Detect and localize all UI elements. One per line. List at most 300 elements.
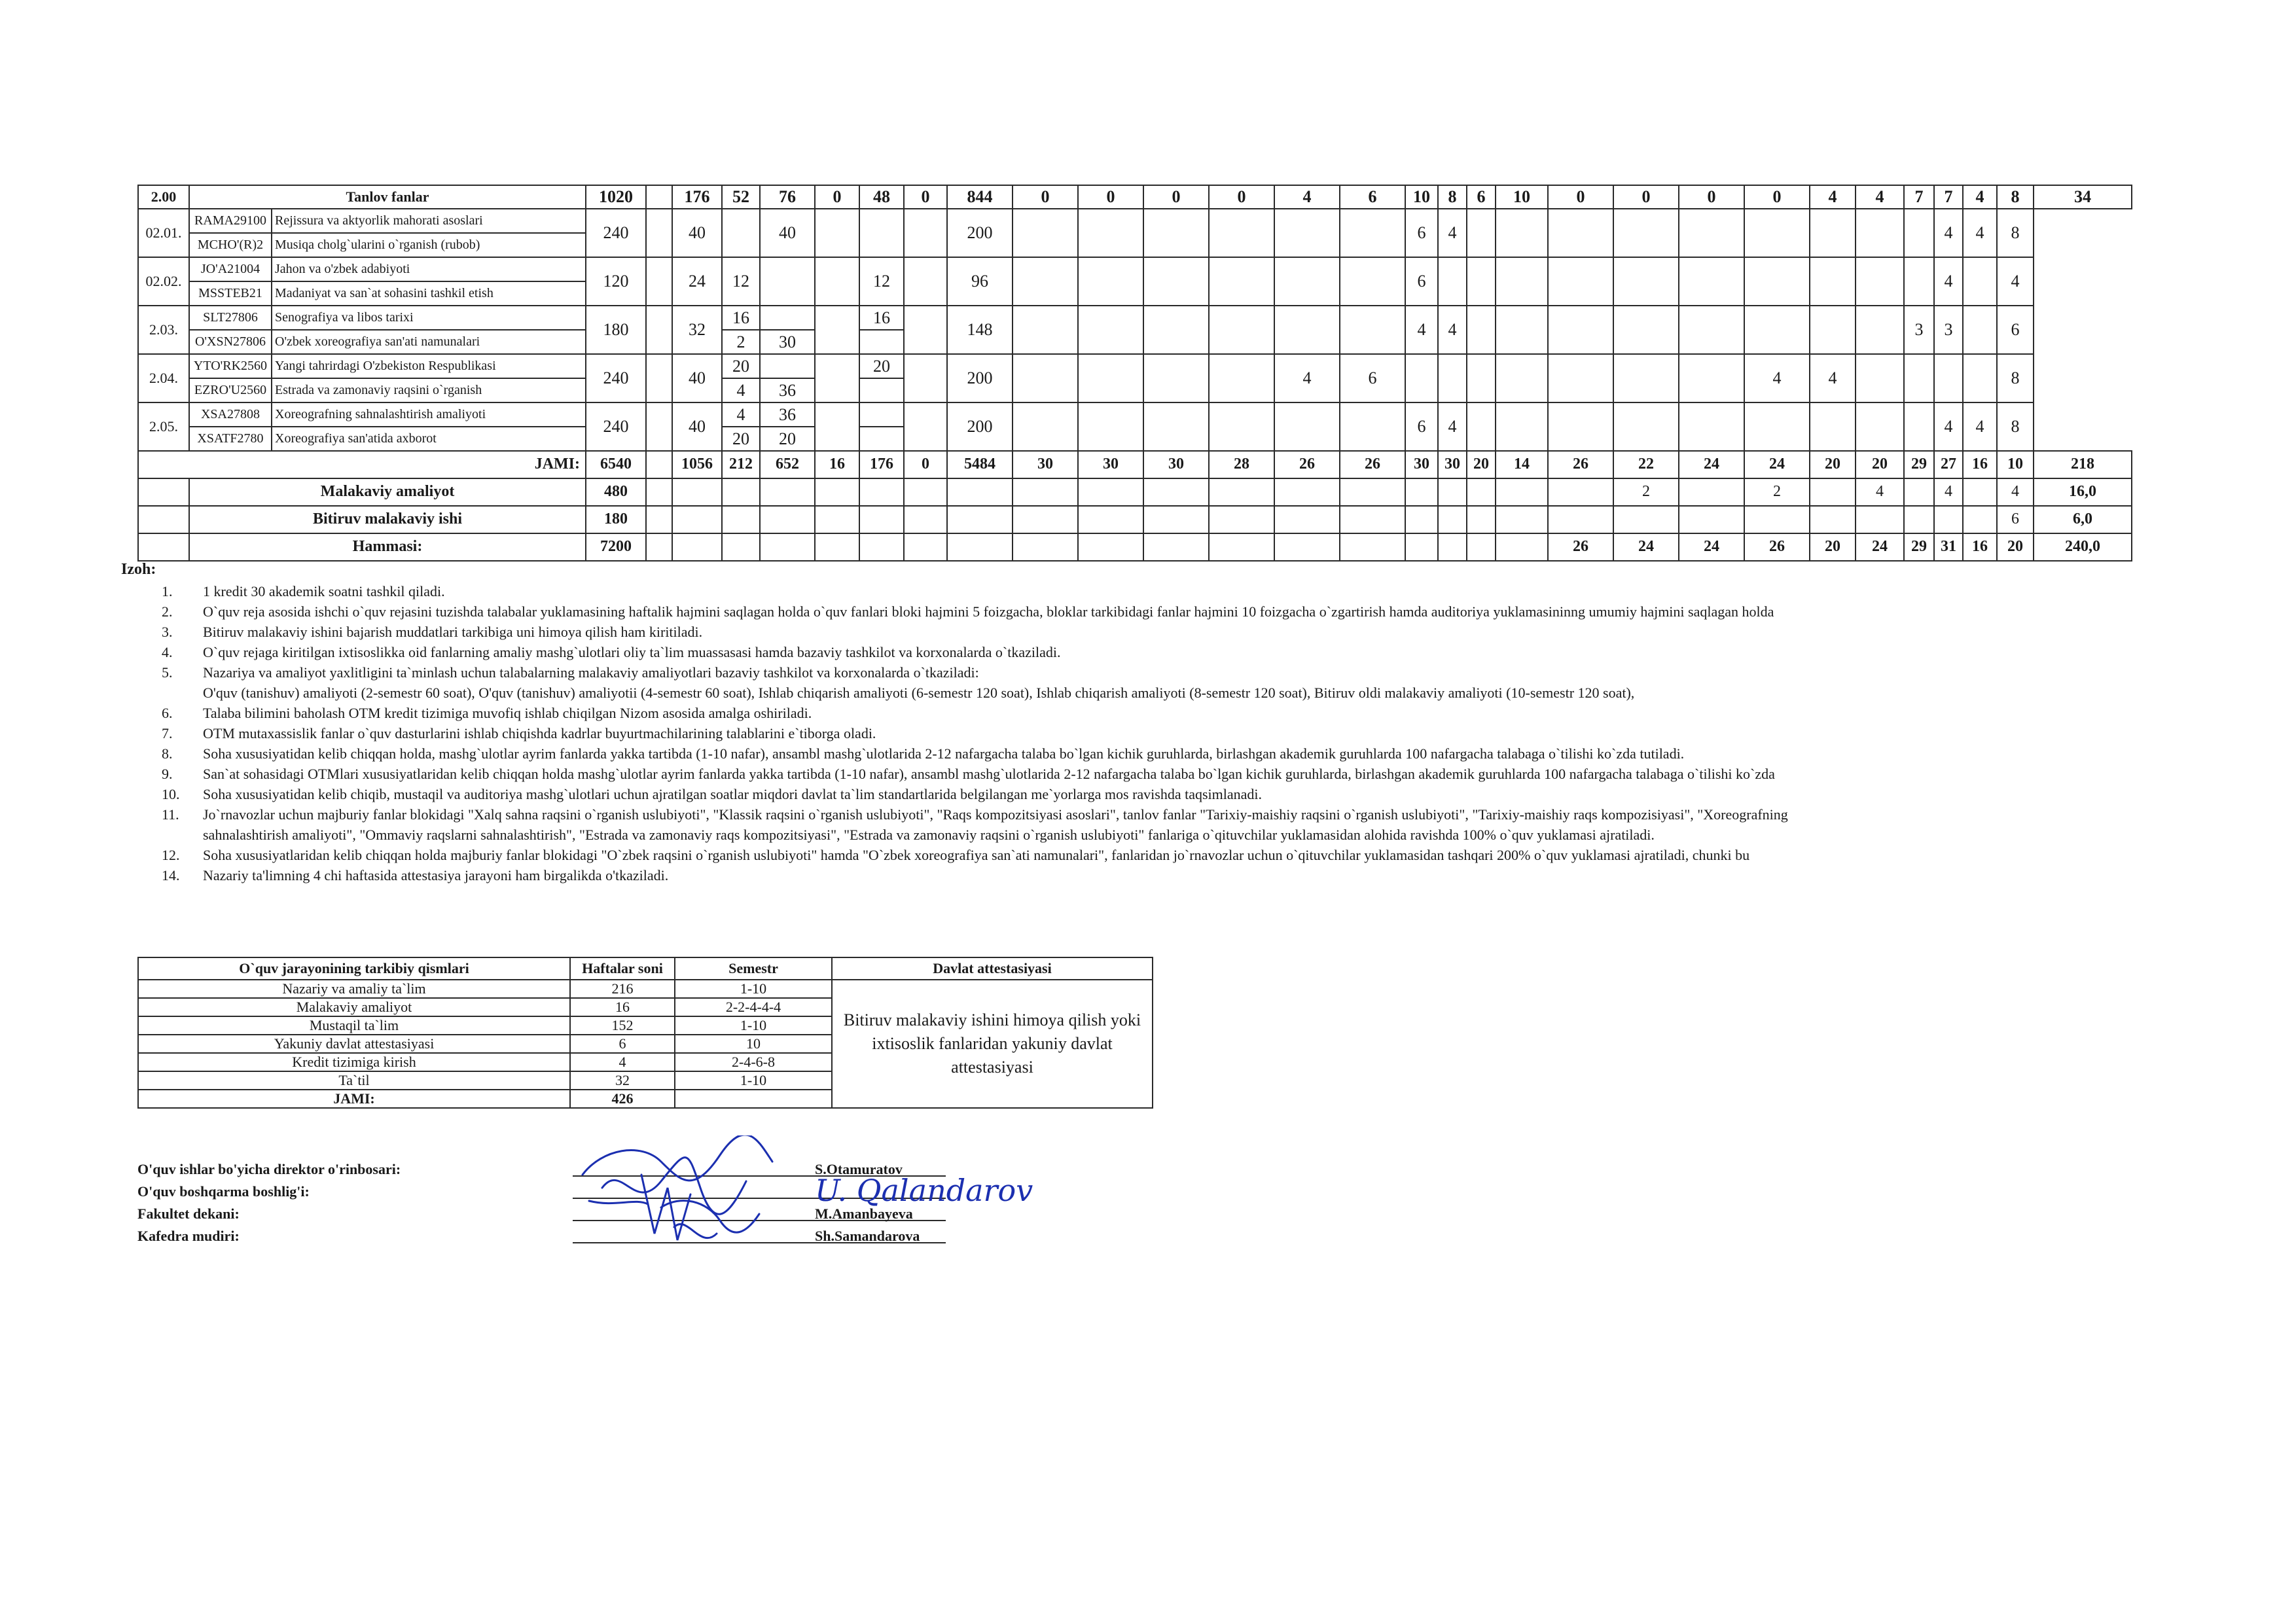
table-cell	[859, 533, 904, 561]
table-cell	[1467, 257, 1496, 306]
table-cell: Hammasi:	[189, 533, 586, 561]
table-cell	[815, 306, 859, 354]
table-cell	[1078, 209, 1143, 257]
note-item	[121, 581, 2137, 601]
table-cell: 0	[1613, 185, 1679, 209]
table-cell: 3	[1904, 306, 1934, 354]
table-cell	[1548, 354, 1613, 402]
table-cell: 76	[760, 185, 815, 209]
table-cell	[1143, 506, 1209, 533]
table-cell	[1340, 306, 1405, 354]
table-cell	[1467, 478, 1496, 506]
table-cell	[1274, 306, 1340, 354]
table-cell	[815, 533, 859, 561]
table-cell	[646, 306, 672, 354]
table-cell: SLT27806	[189, 306, 272, 330]
table-cell	[1904, 506, 1934, 533]
table-cell: 48	[859, 185, 904, 209]
table-cell	[1613, 354, 1679, 402]
note-text: San`at sohasidagi OTMlari xususiyatlaridan kelib chiqqan holda mashg`ulotlar ayrim fanlarda yakka tartibda (1-10 nafar), ansambl mashg`ulotlarida 2-12 nafargacha talaba bo`lgan kichik guruhlarda, birlashgan akademik guruhlarda 100 nafargacha talabaga o`tilishi ko`zda	[203, 766, 1775, 782]
table-cell	[1856, 506, 1904, 533]
table-row	[138, 257, 2132, 281]
table-cell: 20	[1997, 533, 2034, 561]
table-cell	[1810, 257, 1856, 306]
table-cell: 22	[1613, 451, 1679, 478]
table-cell	[904, 257, 947, 306]
table-cell: 20	[1856, 451, 1904, 478]
table-cell: 26	[1340, 451, 1405, 478]
table-cell	[1810, 209, 1856, 257]
table-cell: 4	[1934, 402, 1963, 451]
summary-cell: Mustaqil ta`lim	[138, 1016, 570, 1035]
table-cell	[1209, 306, 1274, 354]
table-cell: 4	[1963, 209, 1997, 257]
table-cell: 30	[1405, 451, 1438, 478]
table-cell: 12	[722, 257, 760, 306]
table-cell: 8	[1997, 402, 2034, 451]
table-cell: 20	[760, 427, 815, 451]
table-cell: EZRO'U2560	[189, 378, 272, 402]
table-cell: 14	[1496, 451, 1548, 478]
table-cell: 30	[1438, 451, 1467, 478]
table-cell: 4	[1274, 354, 1340, 402]
table-cell	[138, 506, 189, 533]
table-cell	[1340, 257, 1405, 306]
table-cell: 8	[1438, 185, 1467, 209]
table-cell: Madaniyat va san`at sohasini tashkil etish	[272, 281, 586, 306]
table-cell	[1904, 257, 1934, 306]
table-cell: 36	[760, 402, 815, 427]
table-cell	[1274, 478, 1340, 506]
summary-cell: 1-10	[675, 1016, 832, 1035]
table-cell	[138, 478, 189, 506]
total-row	[138, 451, 2132, 478]
table-cell: 212	[722, 451, 760, 478]
note-item	[121, 601, 2137, 622]
note-item	[121, 764, 2137, 784]
table-cell: 0	[1744, 185, 1810, 209]
table-cell: 52	[722, 185, 760, 209]
table-cell	[1856, 257, 1904, 306]
table-cell	[1679, 506, 1744, 533]
table-cell: 7200	[586, 533, 646, 561]
table-cell: 4	[1438, 209, 1467, 257]
table-cell: 6540	[586, 451, 646, 478]
table-cell	[1613, 209, 1679, 257]
table-cell	[1209, 402, 1274, 451]
table-cell: 4	[1438, 402, 1467, 451]
table-cell: 16	[859, 306, 904, 330]
table-cell	[722, 506, 760, 533]
summary-cell: Nazariy va amaliy ta`lim	[138, 980, 570, 998]
table-cell	[1467, 306, 1496, 354]
table-cell: 28	[1209, 451, 1274, 478]
table-cell: 6,0	[2034, 506, 2132, 533]
table-cell: 26	[1274, 451, 1340, 478]
table-cell	[646, 451, 672, 478]
table-cell	[859, 427, 904, 451]
table-cell	[1078, 402, 1143, 451]
table-cell: 40	[672, 354, 722, 402]
table-cell	[1810, 402, 1856, 451]
summary-header: O`quv jarayonining tarkibiy qismlari	[138, 957, 570, 980]
table-cell: 30	[1078, 451, 1143, 478]
table-cell	[1078, 478, 1143, 506]
summary-header: Haftalar soni	[570, 957, 675, 980]
table-cell: 26	[1744, 533, 1810, 561]
note-number: 10.	[162, 786, 180, 802]
table-cell	[1143, 257, 1209, 306]
table-cell: 10	[1997, 451, 2034, 478]
table-cell	[1679, 478, 1744, 506]
table-cell: YTO'RK2560	[189, 354, 272, 378]
table-cell: 652	[760, 451, 815, 478]
table-cell: 2	[722, 330, 760, 354]
table-cell: 176	[859, 451, 904, 478]
table-cell	[1013, 533, 1078, 561]
table-cell: 0	[1013, 185, 1078, 209]
table-cell	[1438, 506, 1467, 533]
summary-cell: 216	[570, 980, 675, 998]
table-cell	[1904, 209, 1934, 257]
table-cell	[947, 533, 1013, 561]
table-cell: 7	[1934, 185, 1963, 209]
table-cell: 16,0	[2034, 478, 2132, 506]
table-cell	[1274, 209, 1340, 257]
summary-table	[137, 957, 1153, 1109]
note-text: Soha xususiyatidan kelib chiqib, mustaqil va auditoriya mashg`ulotlari uchun ajratilgan soatlar miqdori davlat ta`lim standartlarida belgilangan me`yorlarga mos ravishda taqsimlanadi.	[203, 786, 1263, 802]
table-cell	[1405, 506, 1438, 533]
table-cell	[1013, 506, 1078, 533]
summary-header-row	[138, 957, 1153, 980]
table-cell: 31	[1934, 533, 1963, 561]
table-cell	[1438, 354, 1467, 402]
table-cell: 844	[947, 185, 1013, 209]
table-cell	[904, 209, 947, 257]
table-cell: 24	[1856, 533, 1904, 561]
table-cell: 32	[672, 306, 722, 354]
table-cell: 4	[722, 378, 760, 402]
table-cell: 26	[1548, 451, 1613, 478]
table-cell: 7	[1904, 185, 1934, 209]
table-cell: O'zbek xoreografiya san'ati namunalari	[272, 330, 586, 354]
table-cell: 36	[760, 378, 815, 402]
table-cell: 480	[586, 478, 646, 506]
table-cell	[947, 506, 1013, 533]
table-cell	[1340, 533, 1405, 561]
table-cell	[722, 533, 760, 561]
table-cell: 120	[586, 257, 646, 306]
table-cell	[1274, 533, 1340, 561]
summary-cell: Malakaviy amaliyot	[138, 998, 570, 1016]
note-text: Soha xususiyatidan kelib chiqqan holda, mashg`ulotlar ayrim fanlarda yakka tartibda (1-10 nafar), ansambl mashg`ulotlarida 2-12 nafargacha talaba bo`lgan kichik guruhlarda, birlashgan akademik guruhlarda 100 nafargacha talabaga o`tilishi ko`zda tutiladi.	[203, 745, 1685, 762]
table-cell	[1209, 478, 1274, 506]
table-cell	[859, 330, 904, 354]
summary-cell: 2-4-6-8	[675, 1053, 832, 1071]
table-cell: 4	[1744, 354, 1810, 402]
table-cell	[1209, 209, 1274, 257]
attestation-cell: Bitiruv malakaviy ishini himoya qilish yoki ixtisoslik fanlaridan yakuniy davlat attestasiyasi	[832, 980, 1153, 1108]
table-cell: 5484	[947, 451, 1013, 478]
note-text: Jo`rnavozlar uchun majburiy fanlar blokidagi "Xalq sahna raqsini o`rganish uslubiyoti", "Klassik raqsini o`rganish uslubiyoti", "Raqs kompozitsiyasi asoslari", tanlov fanlar "Tarixiy-maishiy raqsini o`rganish uslubiyoti", "Tarixiy-maishiy raqs kompozisiyasi", "Xoreografning	[203, 806, 1788, 823]
table-cell: 2.05.	[138, 402, 189, 451]
table-cell: 200	[947, 209, 1013, 257]
table-cell	[1274, 257, 1340, 306]
table-cell: 0	[1209, 185, 1274, 209]
note-text: O'quv (tanishuv) amaliyoti (2-semestr 60 soat), O'quv (tanishuv) amaliyotii (4-semestr 60 soat), Ishlab chiqarish amaliyoti (6-semestr 120 soat), Ishlab chiqarish amaliyoti (8-semestr 120 soat), Bitiruv oldi malakaviy amaliyoti (10-semestr 120 soat),	[203, 685, 1635, 701]
table-cell: 20	[1810, 533, 1856, 561]
table-row	[138, 185, 2132, 209]
table-cell	[1209, 354, 1274, 402]
table-cell	[1496, 506, 1548, 533]
table-cell: 27	[1934, 451, 1963, 478]
table-cell	[1744, 257, 1810, 306]
table-cell	[1496, 478, 1548, 506]
table-cell	[904, 506, 947, 533]
table-cell: 240	[586, 402, 646, 451]
table-cell: 0	[1143, 185, 1209, 209]
table-cell	[1856, 402, 1904, 451]
note-text: 1 kredit 30 akademik soatni tashkil qiladi.	[203, 583, 445, 599]
table-cell	[646, 185, 672, 209]
table-cell	[1810, 506, 1856, 533]
table-cell	[1613, 506, 1679, 533]
table-cell	[722, 209, 760, 257]
note-item	[121, 723, 2137, 743]
table-cell: 20	[722, 427, 760, 451]
table-cell	[1548, 209, 1613, 257]
table-cell	[760, 354, 815, 378]
table-cell	[904, 306, 947, 354]
table-cell: 16	[1963, 533, 1997, 561]
table-cell: 12	[859, 257, 904, 306]
table-cell: 16	[1963, 451, 1997, 478]
table-cell	[1209, 533, 1274, 561]
summary-cell: 32	[570, 1071, 675, 1090]
table-cell: 6	[1405, 257, 1438, 306]
note-item	[121, 703, 2137, 723]
note-number: 4.	[162, 644, 173, 660]
table-cell: 200	[947, 354, 1013, 402]
table-cell: 20	[722, 354, 760, 378]
table-cell: 4	[1274, 185, 1340, 209]
note-text: O`quv reja asosida ishchi o`quv rejasini tuzishda talabalar yuklamasining haftalik hajmini saqlagan holda o`quv fanlari bloki hajmini 5 foizgacha, bloklar tarkibidagi fanlar hajmini 10 foizgacha o`zgartirish hamda auditoriya yuklamasininng umumiy hajmini saqlagan holda	[203, 603, 1774, 620]
table-row	[138, 354, 2132, 378]
table-cell: 29	[1904, 451, 1934, 478]
table-cell	[1496, 257, 1548, 306]
table-cell	[859, 209, 904, 257]
table-cell	[1013, 478, 1078, 506]
table-cell	[1496, 402, 1548, 451]
table-cell	[1143, 478, 1209, 506]
table-cell: 8	[1997, 354, 2034, 402]
table-cell	[1274, 402, 1340, 451]
table-cell	[1405, 478, 1438, 506]
summary-cell: Yakuniy davlat attestasiyasi	[138, 1035, 570, 1053]
note-text: Talaba bilimini baholash OTM kredit tizimiga muvofiq ishlab chiqilgan Nizom asosida amalga oshiriladi.	[203, 705, 812, 721]
table-cell: 6	[1405, 402, 1438, 451]
table-cell	[1548, 257, 1613, 306]
table-cell	[859, 478, 904, 506]
table-cell	[1934, 506, 1963, 533]
table-cell	[815, 354, 859, 402]
summary-total-label: JAMI:	[138, 1090, 570, 1108]
note-number: 7.	[162, 725, 173, 741]
table-cell: 2.00	[138, 185, 189, 209]
table-cell	[1013, 209, 1078, 257]
signature-name: M.Amanbayeva	[815, 1205, 913, 1222]
note-number: 1.	[162, 583, 173, 599]
table-cell	[1340, 478, 1405, 506]
table-cell: Bitiruv malakaviy ishi	[189, 506, 586, 533]
table-cell	[859, 506, 904, 533]
table-cell	[672, 533, 722, 561]
table-cell	[646, 402, 672, 451]
table-cell: 40	[672, 209, 722, 257]
table-cell	[1963, 354, 1997, 402]
table-cell: 0	[904, 451, 947, 478]
note-text: Nazariya va amaliyot yaxlitligini ta`minlash uchun talabalarning malakaviy amaliyotlari bazaviy tashkilot va korxonalarda o`tkaziladi:	[203, 664, 979, 681]
table-cell	[1613, 257, 1679, 306]
summary-cell: 16	[570, 998, 675, 1016]
grand-total-row	[138, 533, 2132, 561]
table-cell: 4	[1438, 306, 1467, 354]
table-cell: 4	[1810, 185, 1856, 209]
table-cell: 240	[586, 209, 646, 257]
table-cell	[1934, 354, 1963, 402]
table-cell	[1143, 402, 1209, 451]
table-cell	[646, 533, 672, 561]
table-cell	[1143, 209, 1209, 257]
table-cell	[1340, 209, 1405, 257]
table-cell	[859, 378, 904, 402]
note-number: 8.	[162, 745, 173, 762]
table-cell: 24	[1679, 451, 1744, 478]
table-cell	[1078, 306, 1143, 354]
note-number	[121, 825, 203, 845]
table-cell: 240,0	[2034, 533, 2132, 561]
table-cell: 4	[1934, 257, 1963, 306]
table-cell: 20	[859, 354, 904, 378]
table-cell	[1963, 478, 1997, 506]
table-cell	[1078, 506, 1143, 533]
note-text: Bitiruv malakaviy ishini bajarish muddatlari tarkibiga uni himoya qilish ham kiritiladi.	[203, 624, 703, 640]
table-cell: 4	[1934, 209, 1963, 257]
table-cell	[1744, 306, 1810, 354]
table-cell: 6	[1340, 354, 1405, 402]
table-cell: 0	[904, 185, 947, 209]
note-item	[121, 845, 2137, 865]
table-cell: RAMA29100	[189, 209, 272, 233]
table-cell: 180	[586, 506, 646, 533]
note-item	[121, 825, 2137, 845]
table-cell: 24	[1679, 533, 1744, 561]
table-cell	[1467, 354, 1496, 402]
note-number: 6.	[162, 705, 173, 721]
table-cell	[646, 478, 672, 506]
table-cell	[760, 306, 815, 330]
table-cell: 4	[1810, 354, 1856, 402]
table-cell: Estrada va zamonaviy raqsini o`rganish	[272, 378, 586, 402]
table-cell	[859, 402, 904, 427]
table-cell	[1679, 402, 1744, 451]
table-cell	[1496, 209, 1548, 257]
table-cell	[1143, 354, 1209, 402]
table-cell: 3	[1934, 306, 1963, 354]
summary-cell: 1-10	[675, 1071, 832, 1090]
table-cell	[947, 478, 1013, 506]
table-cell: 40	[672, 402, 722, 451]
table-cell: 02.01.	[138, 209, 189, 257]
table-cell: MSSTEB21	[189, 281, 272, 306]
table-cell	[904, 533, 947, 561]
table-cell	[672, 478, 722, 506]
table-cell	[904, 354, 947, 402]
note-text: Nazariy ta'limning 4 chi haftasida attestasiya jarayoni ham birgalikda o'tkaziladi.	[203, 867, 669, 883]
table-row	[138, 402, 2132, 427]
table-cell: 148	[947, 306, 1013, 354]
table-cell	[815, 257, 859, 306]
table-cell: 10	[1405, 185, 1438, 209]
table-cell	[1013, 402, 1078, 451]
table-cell	[1340, 506, 1405, 533]
table-cell: JO'A21004	[189, 257, 272, 281]
table-cell	[1963, 306, 1997, 354]
table-cell: 2.03.	[138, 306, 189, 354]
table-cell: Malakaviy amaliyot	[189, 478, 586, 506]
table-cell: Xoreografning sahnalashtirish amaliyoti	[272, 402, 586, 427]
summary-header: Semestr	[675, 957, 832, 980]
handwritten-name: U. Qalandarov	[815, 1173, 1033, 1208]
table-cell: 16	[815, 451, 859, 478]
summary-cell: 1-10	[675, 980, 832, 998]
table-cell	[1613, 306, 1679, 354]
notes-section	[121, 560, 2137, 885]
table-cell: Jahon va o'zbek adabiyoti	[272, 257, 586, 281]
table-cell	[1467, 506, 1496, 533]
table-cell: 8	[1997, 209, 2034, 257]
table-cell: Musiqa cholg`ularini o`rganish (rubob)	[272, 233, 586, 257]
summary-body	[138, 957, 1153, 1108]
note-number: 12.	[162, 847, 180, 863]
table-cell	[760, 257, 815, 306]
table-cell	[1078, 533, 1143, 561]
table-cell: 02.02.	[138, 257, 189, 306]
table-cell: 4	[722, 402, 760, 427]
table-cell: 30	[1013, 451, 1078, 478]
signature-role: O'quv ishlar bo'yicha direktor o'rinbosari:	[137, 1161, 401, 1177]
note-number: 14.	[162, 867, 180, 883]
table-cell	[646, 354, 672, 402]
table-cell	[1209, 257, 1274, 306]
table-cell	[760, 506, 815, 533]
table-cell	[646, 506, 672, 533]
table-cell	[1143, 306, 1209, 354]
table-cell: Yangi tahrirdagi O'zbekiston Respublikasi	[272, 354, 586, 378]
table-cell	[1013, 354, 1078, 402]
table-cell	[1467, 209, 1496, 257]
table-cell: XSATF2780	[189, 427, 272, 451]
table-cell	[1679, 257, 1744, 306]
table-cell: 6	[1340, 185, 1405, 209]
curriculum-body	[138, 185, 2132, 561]
table-cell	[815, 478, 859, 506]
table-cell	[1679, 209, 1744, 257]
table-cell: 2	[1613, 478, 1679, 506]
table-cell: 176	[672, 185, 722, 209]
table-cell: 1056	[672, 451, 722, 478]
note-item	[121, 683, 2137, 703]
